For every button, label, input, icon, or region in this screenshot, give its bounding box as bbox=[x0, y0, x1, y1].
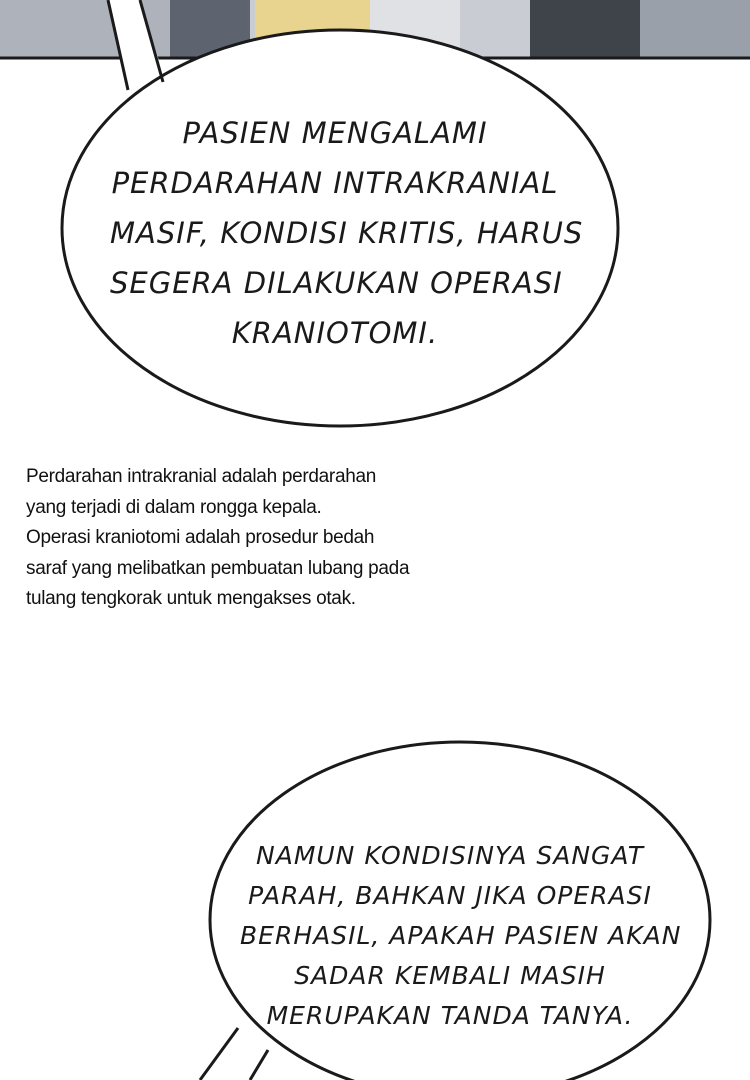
bubble-top-line: PASIEN MENGALAMI bbox=[182, 116, 488, 150]
note-line: Operasi kraniotomi adalah prosedur bedah bbox=[26, 527, 375, 548]
bubble-bottom-text bbox=[240, 836, 682, 1036]
bubble-bottom-line: MERUPAKAN TANDA TANYA. bbox=[266, 1001, 634, 1030]
note-line: tulang tengkorak untuk mengakses otak. bbox=[26, 588, 356, 609]
bubble-bottom-line: NAMUN KONDISINYA SANGAT bbox=[256, 841, 644, 870]
bubble-top-text bbox=[110, 108, 584, 358]
note-line: yang terjadi di dalam rongga kepala. bbox=[26, 496, 322, 518]
bubble-top-line: SEGERA DILAKUKAN OPERASI bbox=[110, 266, 563, 300]
bubble-bottom-line: PARAH, BAHKAN JIKA OPERASI bbox=[248, 881, 652, 910]
note-line: Perdarahan intrakranial adalah perdarahan bbox=[26, 466, 377, 487]
bubble-bottom-line: SADAR KEMBALI MASIH bbox=[294, 961, 606, 990]
bubble-top-line: PERDARAHAN INTRAKRANIAL bbox=[111, 166, 559, 200]
bubble-top-line: KRANIOTOMI. bbox=[231, 316, 439, 350]
bubble-top-line: MASIF, KONDISI KRITIS, HARUS bbox=[110, 216, 584, 250]
note-line: saraf yang melibatkan pembuatan lubang pada bbox=[26, 557, 410, 579]
translator-note bbox=[26, 462, 486, 615]
bubble-bottom-line: BERHASIL, APAKAH PASIEN AKAN bbox=[240, 921, 682, 950]
